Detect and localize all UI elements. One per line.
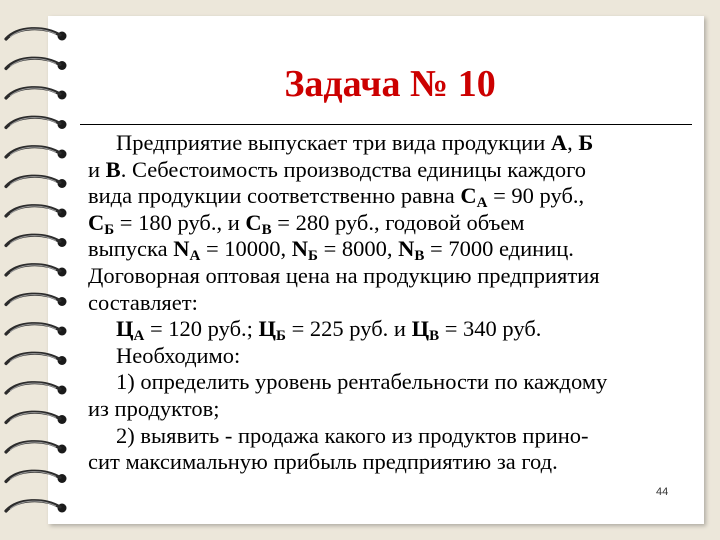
text-line: выпуска $N_А = 10000$, $N_Б = 8000$, $N_В = 7000$ единиц. <box>88 236 574 265</box>
spiral-ring-icon <box>6 294 67 306</box>
spiral-ring-icon <box>6 501 67 513</box>
text-line: вида продукции соответственно равна $С_А = 90$ руб., <box>88 183 585 212</box>
text-line: Необходимо: <box>116 342 241 368</box>
text-line: и В. Себестоимость производства единицы каждого <box>88 156 587 182</box>
text-line: $С_Б = 180$ руб., и $С_В = 280$ руб., годовой объем <box>88 209 525 238</box>
spiral-ring-icon <box>6 353 67 365</box>
spiral-ring-icon <box>6 412 67 424</box>
problem-text <box>88 130 688 476</box>
page-number: 44 <box>656 486 669 498</box>
text-line: $Ц_А = 120$ руб.; $Ц_Б = 225$ руб. и $Ц_В = 340$ руб. <box>116 316 542 345</box>
spiral-ring-icon <box>6 383 67 395</box>
spiral-ring-icon <box>6 176 67 188</box>
text-line: Договорная оптовая цена на продукцию предприятия <box>88 262 600 288</box>
spiral-ring-icon <box>6 206 67 218</box>
spiral-ring-icon <box>6 471 67 483</box>
spiral-ring-icon <box>6 88 67 100</box>
spiral-ring-icon <box>6 147 67 159</box>
text-line: Предприятие выпускает три вида продукции А, Б <box>116 130 594 155</box>
spiral-ring-icon <box>6 29 67 41</box>
title-divider <box>80 124 692 125</box>
spiral-ring-icon <box>6 265 67 277</box>
text-line: из продуктов; <box>88 395 220 421</box>
spiral-ring-icon <box>6 117 67 129</box>
slide-title: Задача № 10 <box>284 63 496 105</box>
text-line: составляет: <box>88 289 198 315</box>
spiral-ring-icon <box>6 324 67 336</box>
spiral-ring-icon <box>6 442 67 454</box>
spiral-binding <box>0 0 80 540</box>
spiral-ring-icon <box>6 58 67 70</box>
text-line: 1) определить уровень рентабельности по каждому <box>116 369 608 395</box>
text-line: 2) выявить - продажа какого из продуктов прино- <box>116 422 589 448</box>
spiral-ring-icon <box>6 235 67 247</box>
text-line: сит максимальную прибыль предприятию за год. <box>88 449 558 475</box>
